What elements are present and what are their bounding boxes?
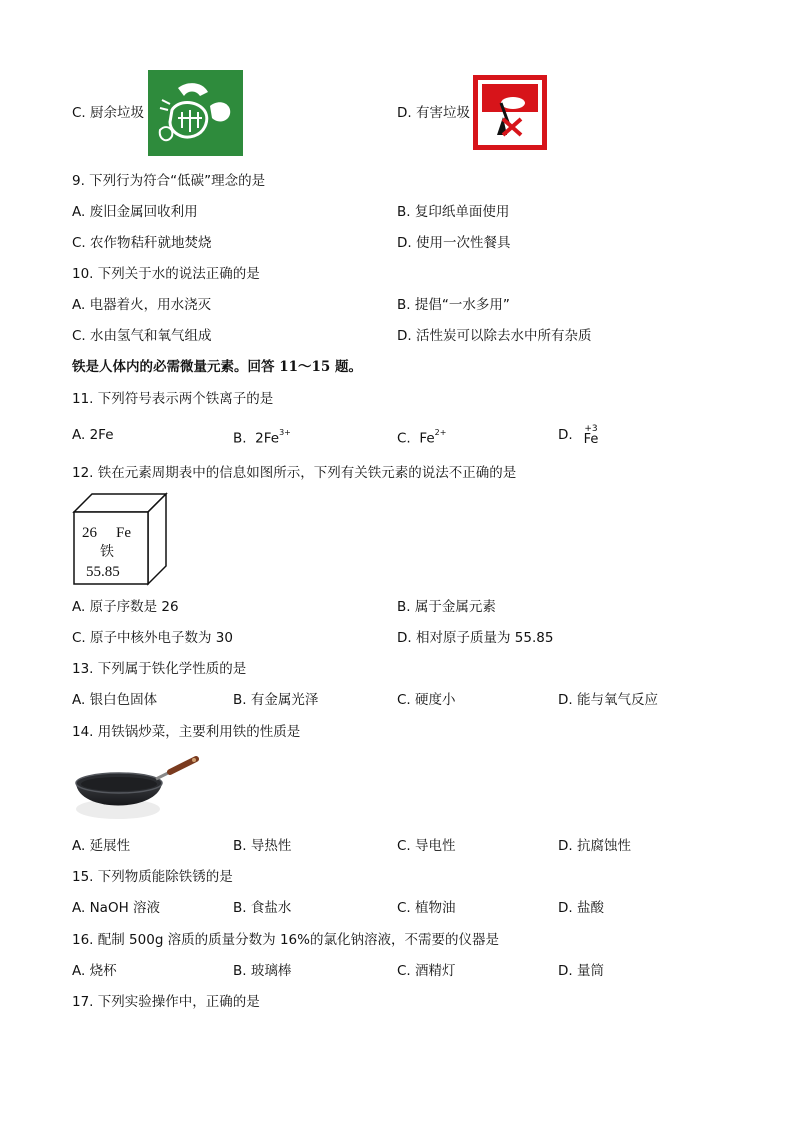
q8-option-c: C. 厨余垃圾: [72, 105, 145, 121]
question-16-stem: 16. 配制 500g 溶质的质量分数为 16%的氯化钠溶液，不需要的仪器是: [72, 932, 499, 948]
q16-option-b: B. 玻璃棒: [233, 963, 292, 979]
q13-option-d: D. 能与氧气反应: [558, 692, 658, 708]
q8-option-d: D. 有害垃圾: [397, 105, 470, 121]
q15-option-c: C. 植物油: [397, 900, 456, 916]
q11-option-a: A. 2Fe: [72, 427, 114, 443]
section-heading: 铁是人体内的必需微量元素。回答 11～15 题。: [72, 359, 362, 375]
q10-option-a: A. 电器着火，用水浇灭: [72, 297, 212, 313]
q16-option-d: D. 量筒: [558, 963, 604, 979]
q9-option-a: A. 废旧金属回收利用: [72, 204, 198, 220]
q16-option-c: C. 酒精灯: [397, 963, 456, 979]
q11-option-c-charge: 2+: [434, 428, 447, 437]
question-11-stem: 11. 下列符号表示两个铁离子的是: [72, 391, 274, 407]
q16-option-a: A. 烧杯: [72, 963, 117, 979]
question-12-stem: 12. 铁在元素周期表中的信息如图所示，下列有关铁元素的说法不正确的是: [72, 465, 517, 481]
q9-option-d: D. 使用一次性餐具: [397, 235, 511, 251]
iron-element-cube: [72, 492, 168, 586]
q9-option-b: B. 复印纸单面使用: [397, 204, 510, 220]
q12-option-c: C. 原子中核外电子数为 30: [72, 630, 233, 646]
q14-option-b: B. 导热性: [233, 838, 292, 854]
q11-option-b-label: B.: [233, 430, 247, 447]
q9-option-c: C. 农作物秸秆就地焚烧: [72, 235, 212, 251]
element-mass: 55.85: [86, 564, 120, 580]
q11-option-c-formula: Fe: [419, 430, 435, 447]
q11-option-d-symbol: Fe: [583, 432, 599, 447]
q11-option-d-oxidation: +3: [584, 424, 598, 434]
question-13-stem: 13. 下列属于铁化学性质的是: [72, 661, 247, 677]
q11-option-d-label: D.: [558, 427, 573, 443]
q14-option-c: C. 导电性: [397, 838, 456, 854]
question-14-stem: 14. 用铁锅炒菜，主要利用铁的性质是: [72, 724, 301, 740]
q13-option-a: A. 银白色固体: [72, 692, 158, 708]
q13-option-c: C. 硬度小: [397, 692, 456, 708]
element-name: 铁: [100, 544, 114, 560]
q12-option-a: A. 原子序数是 26: [72, 599, 179, 615]
q12-option-d: D. 相对原子质量为 55.85: [397, 630, 554, 646]
q11-option-b-charge: 3+: [279, 428, 291, 437]
element-number: 26: [82, 525, 97, 541]
q15-option-d: D. 盐酸: [558, 900, 604, 916]
q10-option-b: B. 提倡“一水多用”: [397, 297, 510, 313]
kitchen-waste-icon: [148, 70, 243, 156]
q10-option-d: D. 活性炭可以除去水中所有杂质: [397, 328, 592, 344]
q11-option-b-formula: 2Fe: [255, 430, 280, 447]
q15-option-b: B. 食盐水: [233, 900, 292, 916]
q10-option-c: C. 水由氢气和氧气组成: [72, 328, 212, 344]
hazardous-waste-icon: [473, 75, 547, 150]
wok-image: [72, 755, 200, 825]
q14-option-a: A. 延展性: [72, 838, 131, 854]
q11-option-c-label: C.: [397, 430, 411, 447]
q14-option-d: D. 抗腐蚀性: [558, 838, 631, 854]
q11-option-b: [233, 426, 291, 448]
q12-option-b: B. 属于金属元素: [397, 599, 496, 615]
element-symbol: Fe: [116, 525, 131, 541]
question-10-stem: 10. 下列关于水的说法正确的是: [72, 266, 260, 282]
q15-option-a: A. NaOH 溶液: [72, 900, 161, 916]
question-9-stem: 9. 下列行为符合“低碳”理念的是: [72, 173, 266, 189]
q13-option-b: B. 有金属光泽: [233, 692, 319, 708]
question-17-stem: 17. 下列实验操作中，正确的是: [72, 994, 260, 1010]
question-15-stem: 15. 下列物质能除铁锈的是: [72, 869, 233, 885]
q11-option-c: [397, 426, 446, 448]
q11-option-d-formula: [581, 424, 601, 446]
